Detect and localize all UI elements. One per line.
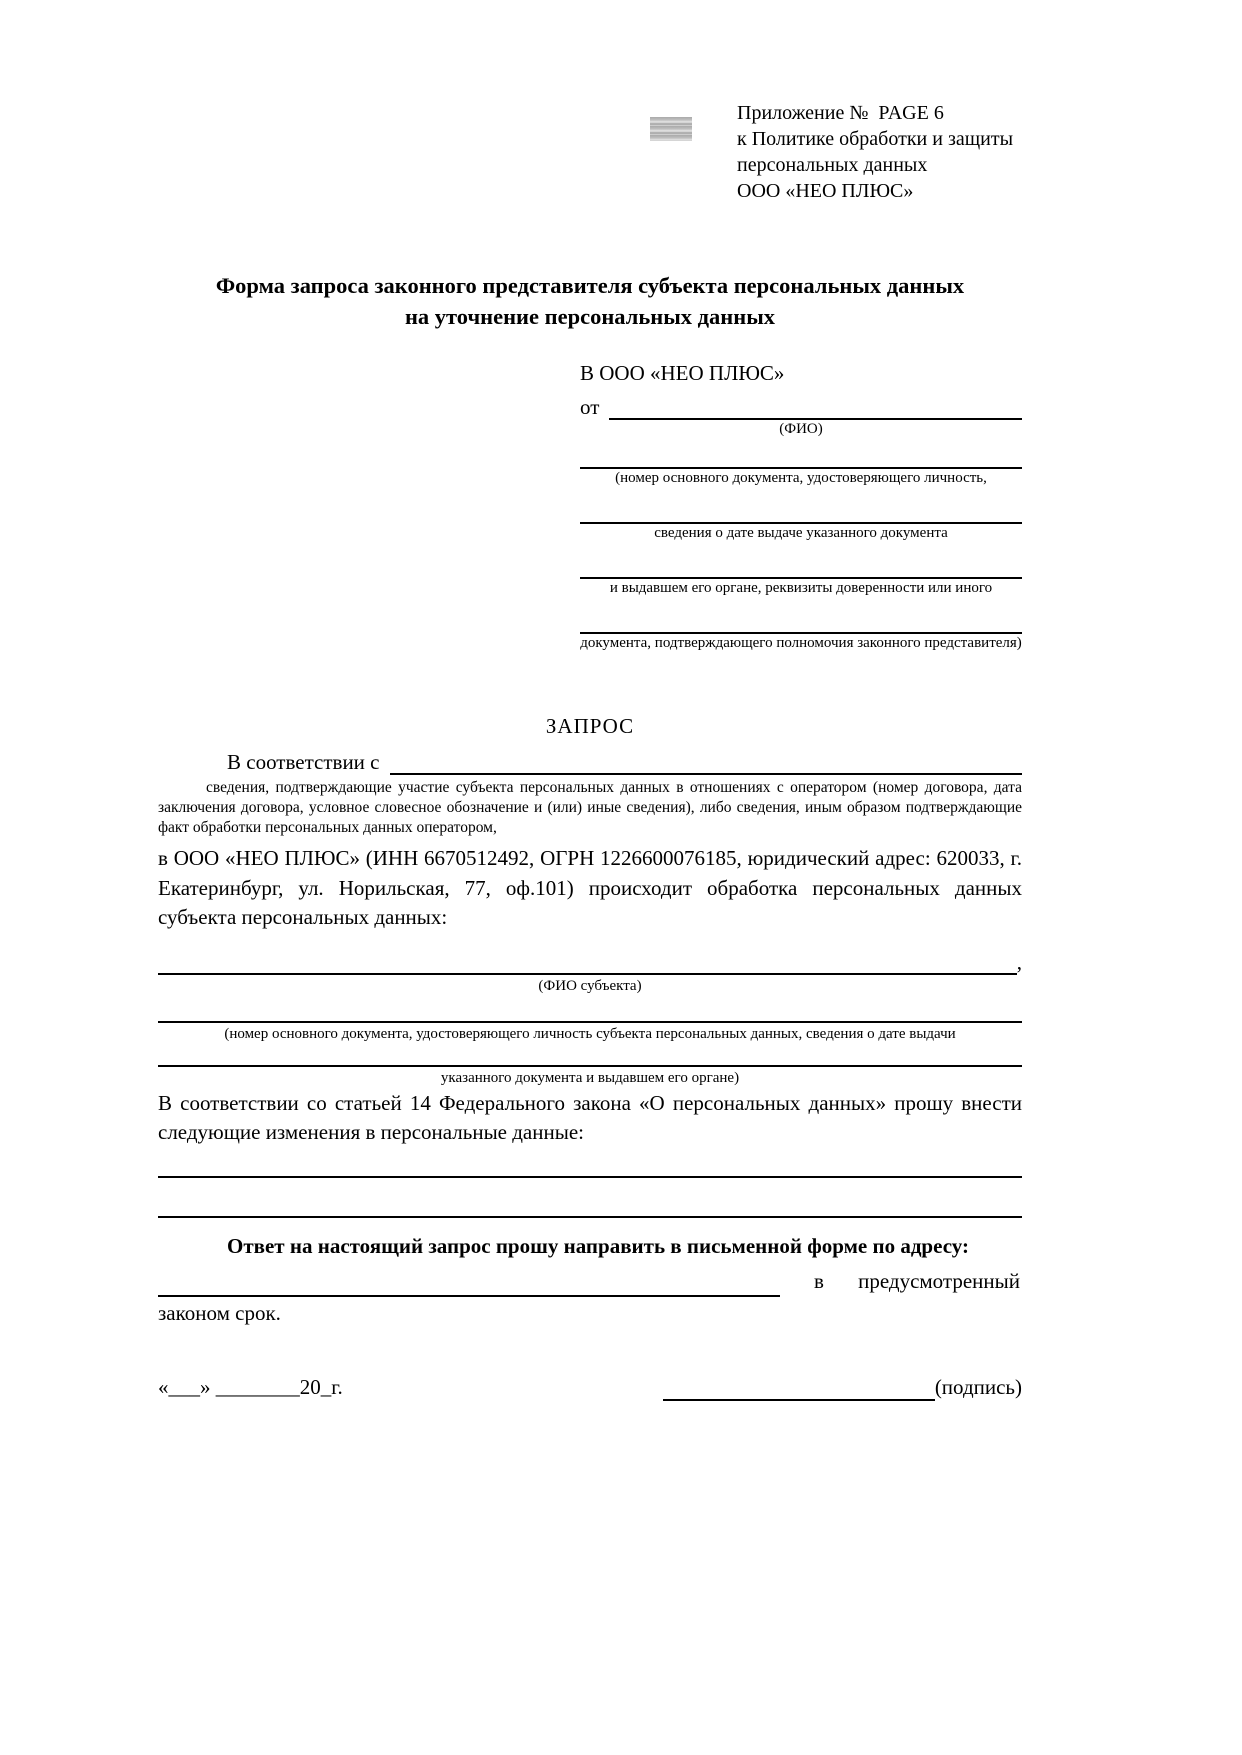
subject-doc-caption-2: указанного документа и выдавшем его органе) [440,1069,740,1086]
appendix-line: персональных данных [737,154,928,176]
signature-field [663,1374,1022,1401]
reply-paragraph: Ответ на настоящий запрос прошу направить в письменной форме по адресу: [227,1233,969,1258]
fill-in-blank-authority-doc [580,608,1022,634]
fine-print: сведения, подтверждающие участие субъекта персональных данных в отношениях с оператором (номер договора, дата заключения договора, условное словесное обозначение и (или) иные сведения), либо сведения, иным образом подтверждающие факт обработки персональных данных оператором, [158,779,1022,836]
fill-in-blank-basis [390,773,1023,775]
addressee-to: В ООО «НЕО ПЛЮС» [580,361,785,385]
fill-in-blank-subject-doc2 [158,1043,1022,1067]
signature-line [663,1375,935,1401]
reply-tail-words [780,1267,1022,1297]
fill-in-blank-subject-fio [158,949,1017,975]
subject-line-comma: , [1016,949,1022,974]
subject-fio-caption: (ФИО субъекта) [538,977,642,994]
from-label: от [580,395,600,419]
appendix-header [737,100,1242,204]
addressee-block [580,360,1022,652]
fio-caption: (ФИО) [779,421,823,437]
reply-word-term: предусмотренный [858,1269,1020,1293]
form-title-line2: на уточнение персональных данных [404,304,776,329]
smudge-artifact [650,117,692,141]
fill-in-blank-issue-date [580,498,1022,524]
from-row [580,394,1022,420]
subject-doc-caption-1: (номер основного документа, удостоверяющего личность субъекта персональных данных, сведения о дате выдачи [224,1025,956,1042]
form-title-line1: Форма запроса законного представителя субъекта персональных данных [215,273,965,298]
form-title [158,270,1022,332]
issuer-caption: и выдавшем его органе, реквизиты доверенности или иного [609,580,993,596]
fill-in-blank-subject-doc [158,995,1022,1023]
fill-in-blank-address [158,1270,780,1297]
signature-caption: (подпись) [934,1375,1022,1399]
signature-row [158,1374,1022,1401]
fill-in-blank-changes-1 [158,1148,1022,1178]
fill-in-blank-doc-number [580,443,1022,469]
law-paragraph: В соответствии со статьей 14 Федерального закона «О персональных данных» прошу внести следующие изменения в персональные данные: [158,1090,1022,1144]
doc-number-caption: (номер основного документа, удостоверяющего личность, [615,470,987,486]
appendix-line: ООО «НЕО ПЛЮС» [737,180,914,202]
request-heading: ЗАПРОС [545,714,635,738]
issue-date-caption: сведения о дате выдаче указанного документа [654,525,948,541]
operator-paragraph: в ООО «НЕО ПЛЮС» (ИНН 6670512492, ОГРН 1226600076185, юридический адрес: 620033, г. Екатеринбург, ул. Норильская, 77, оф.101) происходит обработка персональных данных субъекта персональных данных: [158,846,1022,929]
appendix-line: к Политике обработки и защиты [737,128,1014,150]
reply-word-v: в [814,1269,824,1293]
fill-in-blank-issuer [580,553,1022,579]
date-field: «___» ________20_г. [158,1375,343,1399]
intro-row [158,749,1022,775]
fill-in-blank-changes-2 [158,1178,1022,1218]
reply-tail: законом срок. [158,1300,281,1325]
appendix-line: Приложение № PAGE 6 [737,102,944,124]
authority-doc-caption: документа, подтверждающего полномочия законного представителя) [580,635,1022,651]
intro-prefix: В соответствии с [227,750,380,774]
reply-address-row [158,1267,1022,1297]
subject-fio-row [158,949,1022,975]
